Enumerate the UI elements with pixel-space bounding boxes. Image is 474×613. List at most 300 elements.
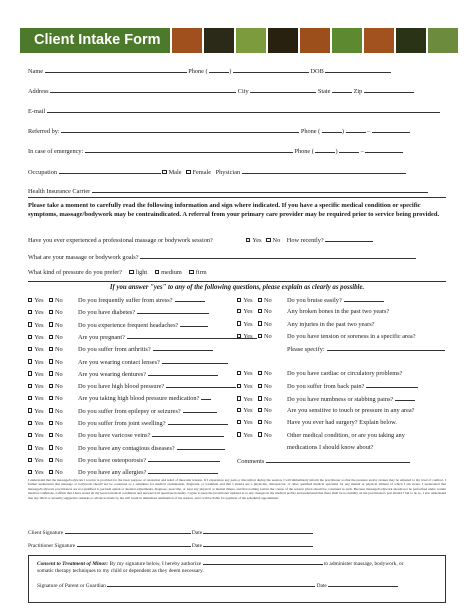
question-row [237, 321, 374, 328]
no-label: No [54, 456, 63, 464]
answer-line[interactable] [395, 395, 415, 401]
male-checkbox[interactable] [162, 170, 166, 174]
answer-line[interactable] [162, 358, 228, 364]
phone-field[interactable] [233, 67, 309, 73]
no-label: No [54, 333, 63, 341]
question-row [28, 345, 213, 353]
guardian-signature-label: Signature of Parent or Guardian [37, 583, 106, 589]
yes-label: Yes [243, 320, 253, 328]
answer-line[interactable] [148, 456, 220, 462]
color-swatch [236, 28, 266, 53]
yes-label: Yes [34, 321, 44, 329]
yes-no-group [237, 383, 287, 390]
yes-no-group [237, 396, 287, 403]
question-text: Have you ever had surgery? Explain below. [287, 419, 397, 427]
yes-no-group [28, 445, 78, 452]
client-signature-label: Client Signature [28, 530, 64, 536]
yes-no-group [28, 395, 78, 402]
physician-label: Physician [215, 169, 241, 176]
yes-checkbox[interactable] [237, 321, 241, 325]
yes-no-group [28, 322, 78, 329]
no-label: No [54, 420, 63, 427]
yes-checkbox[interactable] [28, 359, 32, 363]
occupation-field[interactable] [59, 168, 161, 174]
no-checkbox[interactable] [49, 396, 53, 400]
no-checkbox[interactable] [258, 321, 262, 325]
no-checkbox[interactable] [258, 420, 262, 424]
no-checkbox[interactable] [258, 298, 262, 302]
yes-label: Yes [243, 419, 253, 427]
how-recently-label: How recently? [286, 237, 324, 244]
divider [28, 197, 446, 198]
no-checkbox[interactable] [49, 359, 53, 363]
question-text: medications I should know about? [287, 443, 374, 451]
yes-label: Yes [34, 370, 44, 378]
question-text: Do you bruise easily? [287, 297, 342, 304]
no-label: No [263, 332, 272, 340]
no-label: No [263, 383, 272, 391]
row-experience [28, 236, 373, 244]
no-label: No [263, 370, 272, 377]
question-text: Are you pregnant? [78, 333, 125, 341]
practitioner-date-field[interactable] [203, 541, 313, 547]
experience-yes-checkbox[interactable] [246, 238, 250, 242]
yes-no-group [237, 321, 287, 328]
yes-checkbox[interactable] [237, 309, 241, 313]
yes-checkbox[interactable] [28, 310, 32, 314]
question-row [287, 345, 445, 353]
minor-consent-box [28, 555, 446, 603]
no-checkbox[interactable] [258, 334, 262, 338]
dob-label: DOB [310, 68, 324, 75]
yes-label: Yes [243, 297, 253, 304]
address-field[interactable] [50, 87, 236, 93]
emergency-field[interactable] [85, 147, 293, 153]
yes-no-group [237, 432, 287, 439]
question-text: Do you have any contagious diseases? [78, 444, 175, 452]
yes-no-group [237, 308, 287, 315]
yes-no-group [28, 359, 78, 366]
client-signature-field[interactable] [65, 528, 191, 534]
answer-line[interactable] [152, 431, 224, 437]
practitioner-signature-field[interactable] [77, 541, 191, 547]
pressure-medium-checkbox[interactable] [155, 270, 159, 274]
row-email [28, 107, 440, 115]
no-checkbox[interactable] [49, 408, 53, 412]
light-label: light [135, 269, 148, 276]
question-text: Do you experience frequent headaches? [78, 321, 179, 329]
answer-line[interactable] [148, 468, 218, 474]
yes-label: Yes [243, 332, 253, 340]
minor-consent-line-3 [37, 582, 398, 589]
answer-line[interactable] [201, 394, 211, 400]
minor-consent-line-2: somatic therapy techniques to my child or dependent as they deem necessary. [37, 568, 204, 574]
minor-consent-text-b: to administer massage, bodywork, or [323, 561, 404, 567]
question-row [237, 308, 389, 315]
question-text: Do you suffer from epilepsy or seizures? [78, 407, 181, 415]
question-row [28, 382, 236, 390]
dash-label: – [360, 148, 364, 155]
city-field[interactable] [250, 87, 316, 93]
phone-close-label: ) [229, 68, 232, 75]
emergency-phone-line-field[interactable] [365, 147, 403, 153]
no-label: No [54, 358, 63, 366]
state-field[interactable] [332, 87, 352, 93]
no-label: No [54, 321, 63, 329]
no-label: No [263, 431, 272, 439]
address-label: Address [28, 88, 49, 95]
question-row [28, 296, 205, 304]
date-label: Date [191, 543, 203, 549]
question-text: Do you frequently suffer from stress? [78, 297, 173, 304]
no-checkbox[interactable] [49, 335, 53, 339]
no-checkbox[interactable] [258, 309, 262, 313]
yes-checkbox[interactable] [237, 384, 241, 388]
referred-phone-line-field[interactable] [372, 127, 410, 133]
yes-checkbox[interactable] [28, 458, 32, 462]
phone-close-label: ) [335, 148, 338, 155]
no-label: No [263, 308, 272, 316]
question-text: Do you suffer from joint swelling? [78, 420, 166, 427]
yes-checkbox[interactable] [237, 408, 241, 412]
yes-label: Yes [34, 469, 44, 477]
no-checkbox[interactable] [49, 371, 53, 375]
yes-label: Yes [243, 431, 253, 439]
yes-no-group [237, 370, 287, 377]
goals-field[interactable] [140, 253, 416, 259]
color-swatch [364, 28, 394, 53]
answer-line[interactable] [344, 296, 384, 302]
question-text: Are you sensitive to touch or pressure in any area? [287, 406, 415, 414]
no-label: No [263, 395, 272, 403]
firm-label: firm [195, 269, 207, 276]
yes-label: Yes [34, 297, 44, 304]
zip-field[interactable] [364, 87, 414, 93]
color-swatch [268, 28, 298, 53]
phone-label: Phone ( [188, 68, 208, 75]
answer-line[interactable] [148, 370, 218, 376]
answer-line[interactable] [137, 308, 209, 314]
yes-label: Yes [34, 395, 44, 403]
yes-no-group [28, 297, 78, 304]
email-field[interactable] [47, 107, 440, 113]
referred-field[interactable] [61, 127, 299, 133]
no-label: No [54, 346, 63, 354]
question-row [28, 321, 208, 329]
question-row [28, 394, 211, 402]
phone-label: Phone ( [300, 128, 321, 135]
question-text: Other medical condition, or are you taking any [287, 431, 405, 439]
yes-checkbox[interactable] [28, 322, 32, 326]
no-label: No [54, 407, 63, 415]
answer-line[interactable] [266, 457, 410, 463]
referred-phone-area-field[interactable] [322, 127, 342, 133]
emergency-phone-prefix-field[interactable] [339, 147, 359, 153]
answer-line[interactable] [180, 321, 208, 327]
yes-label: Yes [243, 406, 253, 414]
no-checkbox[interactable] [258, 384, 262, 388]
row-emergency [28, 147, 403, 155]
question-text: Do you have tension or soreness in a specific area? [287, 332, 416, 340]
phone-label: Phone ( [294, 148, 314, 155]
minor-consent-text-a: By my signature below, I hereby authorize [109, 561, 202, 567]
emergency-label: In case of emergency: [28, 148, 84, 155]
yes-label: Yes [34, 309, 44, 317]
yes-label: Yes [243, 308, 253, 316]
guardian-signature-field[interactable] [107, 582, 315, 587]
how-recently-field[interactable] [325, 236, 373, 242]
no-label: No [263, 419, 272, 427]
row-practitioner-signature [28, 541, 313, 549]
answer-line[interactable] [366, 382, 418, 388]
no-label: No [54, 469, 63, 477]
question-text: Please specify: [287, 346, 325, 354]
pressure-question: What kind of pressure do you prefer? [28, 269, 123, 276]
yes-checkbox[interactable] [28, 445, 32, 449]
yes-checkbox[interactable] [28, 396, 32, 400]
question-text: Do you have any allergies? [78, 469, 147, 477]
physician-field[interactable] [242, 168, 406, 174]
yes-no-group [28, 346, 78, 353]
emergency-phone-area-field[interactable] [315, 147, 338, 155]
client-date-field[interactable] [203, 528, 313, 534]
question-row [28, 333, 257, 341]
row-address [28, 87, 414, 95]
no-label: No [263, 320, 272, 328]
question-row [237, 457, 410, 465]
answer-line[interactable] [177, 444, 225, 450]
no-checkbox[interactable] [49, 445, 53, 449]
yes-no-group [237, 407, 287, 414]
email-label: E-mail [28, 108, 46, 115]
divider [28, 281, 446, 282]
color-swatch [172, 28, 202, 53]
guardian-date-field[interactable] [328, 582, 398, 587]
yes-no-group [237, 333, 287, 340]
answer-line[interactable] [327, 345, 445, 351]
question-row [237, 432, 405, 439]
yes-instruction: If you answer "yes" to any of the following questions, please explain as clearly as possible. [109, 284, 365, 291]
no-label: No [54, 383, 63, 391]
question-row [28, 407, 217, 415]
no-checkbox[interactable] [49, 347, 53, 351]
color-swatch [204, 28, 234, 53]
phone-close-label: ) [341, 128, 344, 135]
experience-question: Have you ever experienced a professional massage or bodywork session? [28, 237, 213, 244]
row-referred [28, 127, 410, 135]
dob-field[interactable] [325, 67, 391, 73]
yes-checkbox[interactable] [237, 432, 241, 436]
color-swatch [396, 28, 426, 53]
yes-no-group [28, 408, 78, 415]
no-checkbox[interactable] [49, 298, 53, 302]
female-checkbox[interactable] [186, 170, 190, 174]
yes-checkbox[interactable] [237, 396, 241, 400]
row-goals [28, 253, 416, 261]
yes-no-group [237, 297, 287, 304]
no-label: No [263, 297, 272, 304]
city-label: City [237, 88, 249, 95]
answer-line[interactable] [168, 419, 228, 425]
medium-label: medium [161, 269, 182, 276]
yes-label: Yes [243, 383, 253, 391]
yes-label: Yes [34, 383, 44, 391]
no-checkbox[interactable] [258, 432, 262, 436]
answer-line[interactable] [175, 296, 205, 302]
question-text: Do you have high blood pressure? [78, 383, 165, 391]
question-text: Do you suffer from back pain? [287, 383, 365, 391]
no-checkbox[interactable] [49, 458, 53, 462]
no-label: No [54, 297, 63, 304]
occupation-label: Occupation [28, 169, 58, 176]
yes-checkbox[interactable] [237, 298, 241, 302]
question-text: Comments [237, 457, 265, 465]
info-paragraph: Please take a moment to carefully read the following information and sign where indicated. If you have a specific medical condition or specific symptoms, massage/bodywork may be contraindicated. A referral from your primary care provider may be required prior to service being provided. [28, 202, 440, 218]
yes-no-group [28, 469, 78, 476]
form-header [20, 28, 455, 53]
no-checkbox[interactable] [258, 408, 262, 412]
yes-no-group [237, 419, 287, 426]
no-label: No [54, 395, 63, 403]
practitioner-signature-label: Practitioner Signature [28, 543, 76, 549]
yes-checkbox[interactable] [28, 384, 32, 388]
question-text: Any broken bones in the past two years? [287, 308, 390, 316]
yes-checkbox[interactable] [28, 347, 32, 351]
zip-label: Zip [353, 88, 363, 95]
question-row [28, 456, 220, 464]
referred-phone-prefix-field[interactable] [346, 127, 366, 133]
question-text: Do you have cardiac or circulatory problems? [287, 370, 403, 377]
question-text: Do you have varicose veins? [78, 432, 151, 440]
no-checkbox[interactable] [49, 433, 53, 437]
question-row [28, 370, 218, 378]
no-label: No [54, 309, 63, 317]
goals-question: What are your massage or bodywork goals? [28, 254, 139, 261]
yes-no-group [28, 334, 78, 341]
no-checkbox[interactable] [49, 322, 53, 326]
question-text: Do you have numbness or stabbing pains? [287, 395, 394, 403]
question-text: Do you have osteoporosis? [78, 456, 147, 464]
question-row [237, 333, 416, 340]
minor-consent-line-1 [37, 560, 404, 567]
yes-no-group [28, 432, 78, 439]
question-row [237, 382, 418, 390]
question-row [237, 419, 397, 426]
name-label: Name [28, 68, 44, 75]
answer-line[interactable] [166, 382, 236, 388]
answer-line[interactable] [153, 345, 213, 351]
yes-checkbox[interactable] [28, 408, 32, 412]
legal-disclaimer: I understand that the massage/bodywork I receive is provided for the basic purpose of relaxation and relief of muscular tension. If I experience any pain or discomfort during the session, I will immediately inform the practitioner so that the pressure and/or strokes may be adjusted to my level of comfort. I further understand that massage or bodywork should not be construed as a substitute for medical examination, diagnosis, or treatment and that I should see a physician, chiropractor, or other qualified medical specialist for any mental or physical ailment of which I am aware. I understand that massage/bodywork practitioners are not qualified to perform spinal or skeletal adjustments, diagnose, prescribe, or treat any physical or mental illness, and that nothing said in the course of the session given should be construed as such. Because massage/bodywork should not be performed under certain medical conditions, I affirm that I have stated all my known medical conditions and answered all questions honestly. I agree to keep the practitioner updated as to any changes in my medical profile and understand that there shall be no liability on the practitioner's part should I fail to do so. I also understand that any illicit or sexually suggestive remarks or advances made by me will result in immediate termination of the session, and I will be liable for payment of the scheduled appointment. [28, 478, 446, 500]
no-checkbox[interactable] [49, 421, 53, 425]
question-row [237, 370, 402, 377]
question-row [237, 407, 414, 414]
question-row [28, 308, 209, 316]
yes-checkbox[interactable] [28, 421, 32, 425]
question-row [287, 444, 373, 451]
row-carrier [28, 187, 428, 195]
yes-label: Yes [34, 358, 44, 366]
female-label: Female [192, 169, 212, 176]
color-swatch [428, 28, 458, 53]
no-checkbox[interactable] [258, 371, 262, 375]
yes-checkbox[interactable] [28, 335, 32, 339]
no-label: No [54, 370, 63, 378]
question-text: Do you have diabetes? [78, 309, 136, 317]
no-label: No [54, 444, 63, 452]
yes-no-group [28, 420, 78, 427]
yes-checkbox[interactable] [237, 334, 241, 338]
pressure-firm-checkbox[interactable] [189, 270, 193, 274]
guardian-date-label: Date [316, 583, 327, 589]
color-swatch [332, 28, 362, 53]
referred-label: Referred by: [28, 128, 60, 135]
no-checkbox[interactable] [49, 384, 53, 388]
yes-checkbox[interactable] [237, 371, 241, 375]
question-row [28, 419, 228, 427]
yes-label: Yes [34, 346, 44, 354]
yes-checkbox[interactable] [28, 433, 32, 437]
yes-no-group [28, 383, 78, 390]
no-checkbox[interactable] [49, 310, 53, 314]
question-text: Are you wearing contact lenses? [78, 358, 160, 366]
male-label: Male [168, 169, 182, 176]
carrier-label: Health Insurance Carrier [28, 188, 91, 195]
question-row [28, 358, 228, 366]
yes-label: Yes [34, 420, 44, 427]
question-text: Any injuries in the past two years? [287, 320, 375, 328]
no-checkbox[interactable] [258, 396, 262, 400]
question-row [28, 468, 218, 476]
no-label: No [54, 432, 63, 440]
yes-checkbox[interactable] [28, 470, 32, 474]
yes-label: Yes [34, 456, 44, 464]
state-label: State [317, 88, 331, 95]
yes-label: Yes [34, 444, 44, 452]
yes-label: Yes [34, 333, 44, 341]
yes-label: Yes [243, 395, 253, 403]
no-label: No [263, 406, 272, 414]
no-label: No [272, 237, 281, 244]
question-text: Are you wearing dentures? [78, 370, 147, 378]
pressure-light-checkbox[interactable] [129, 270, 133, 274]
dash-label: – [367, 128, 371, 135]
yes-checkbox[interactable] [237, 420, 241, 424]
row-name [28, 67, 391, 75]
yes-checkbox[interactable] [28, 371, 32, 375]
minor-practitioner-field[interactable] [203, 560, 323, 565]
yes-checkbox[interactable] [28, 298, 32, 302]
yes-no-group [28, 371, 78, 378]
question-text: Do you suffer from arthritis? [78, 346, 151, 354]
no-checkbox[interactable] [49, 470, 53, 474]
name-field[interactable] [45, 67, 187, 73]
row-occupation [28, 168, 406, 176]
row-pressure [28, 269, 207, 276]
yes-label: Yes [34, 407, 44, 415]
experience-no-checkbox[interactable] [266, 238, 270, 242]
carrier-field[interactable] [92, 187, 428, 193]
color-swatch [300, 28, 330, 53]
phone-area-field[interactable] [209, 67, 232, 75]
yes-no-group [28, 309, 78, 316]
answer-line[interactable] [183, 407, 217, 413]
row-client-signature [28, 528, 313, 536]
question-row [237, 395, 415, 403]
date-label: Date [191, 530, 203, 536]
question-row [28, 444, 225, 452]
question-text: Are you taking high blood pressure medication? [78, 395, 200, 403]
